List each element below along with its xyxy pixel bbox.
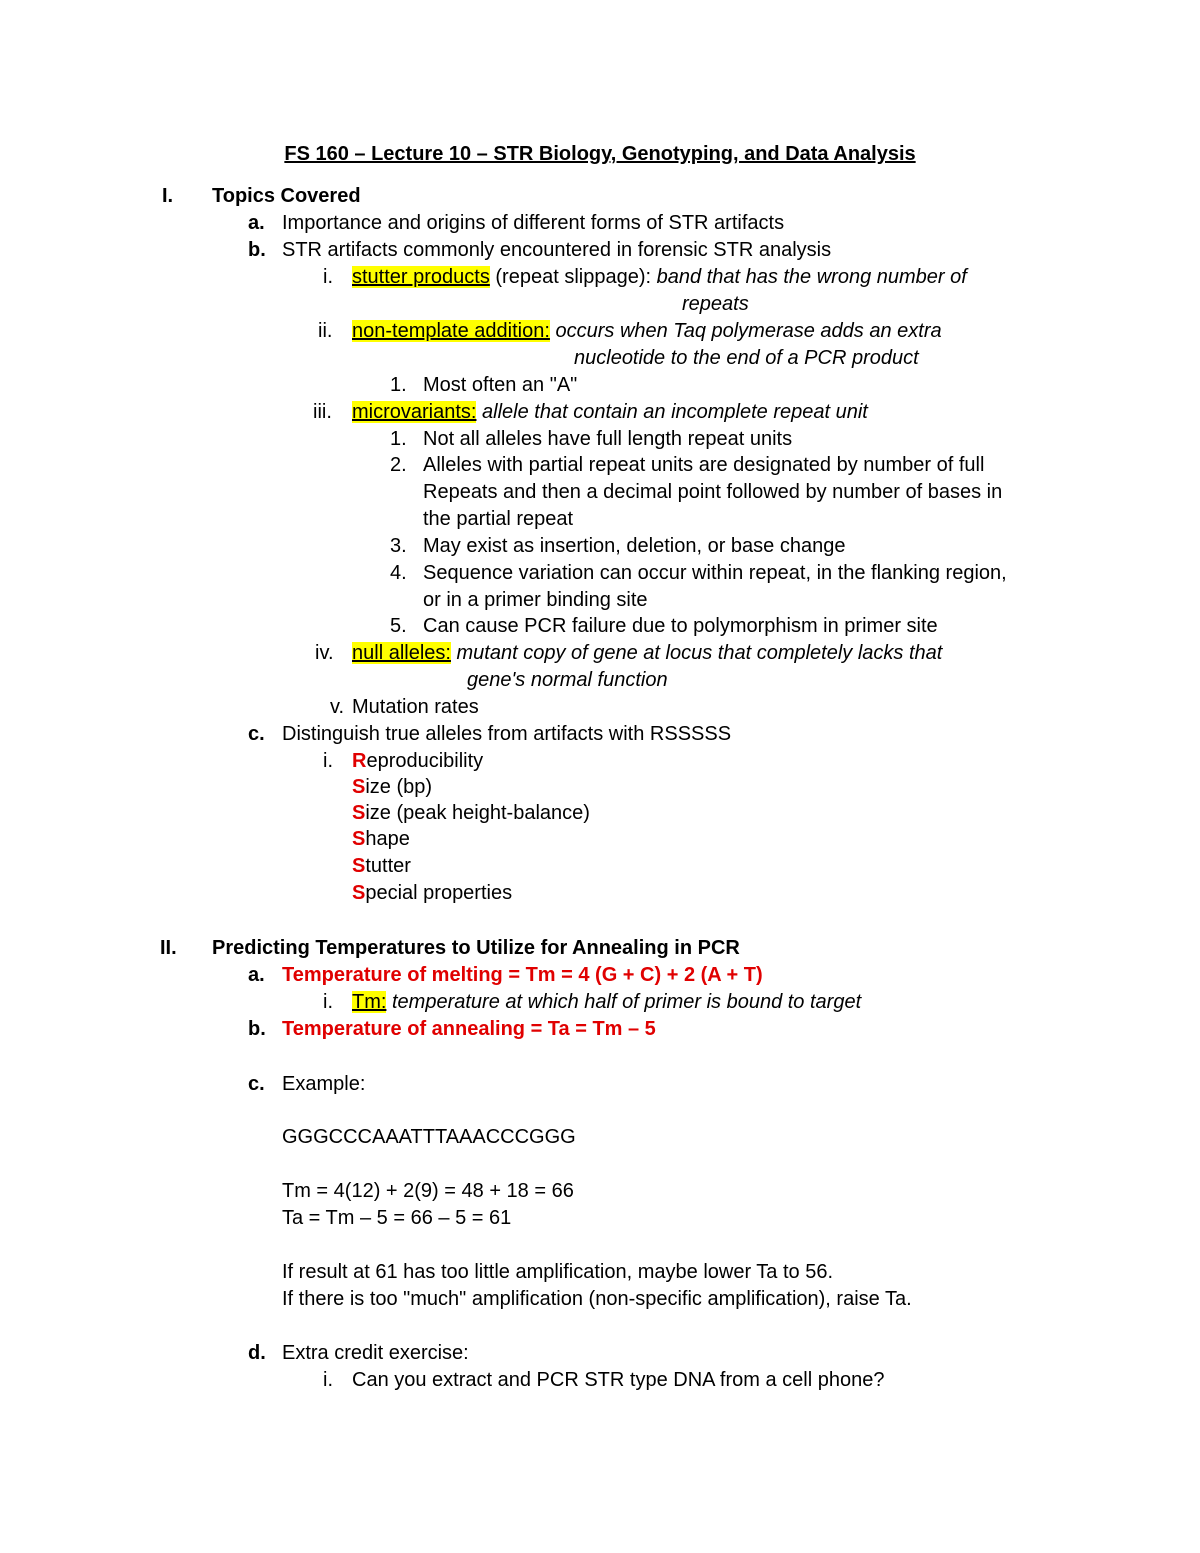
- list-item-continued: the partial repeat: [423, 508, 574, 530]
- list-marker: iii.: [313, 401, 332, 423]
- definition-line: [352, 318, 942, 345]
- tm-calculation: Tm = 4(12) + 2(9) = 48 + 18 = 66: [282, 1180, 574, 1202]
- acronym-letter: S: [352, 776, 366, 798]
- list-item: Not all alleles have full length repeat units: [423, 428, 793, 450]
- definition-text: band that has the wrong number of: [656, 266, 967, 288]
- definition-text: nucleotide to the end of a PCR product: [574, 347, 919, 369]
- acronym-rest: eproducibility: [366, 750, 484, 772]
- definition-text: temperature at which half of primer is bound to target: [386, 991, 862, 1013]
- list-marker: 5.: [390, 615, 407, 637]
- page-title: FS 160 – Lecture 10 – STR Biology, Genotyping, and Data Analysis: [284, 143, 916, 165]
- acronym-rest: tutter: [365, 855, 411, 877]
- note-text: If there is too "much" amplification (non-specific amplification), raise Ta.: [282, 1288, 912, 1310]
- ta-calculation: Ta = Tm – 5 = 66 – 5 = 61: [282, 1207, 512, 1229]
- definition-text: allele that contain an incomplete repeat unit: [476, 401, 868, 423]
- list-marker: d.: [248, 1342, 266, 1364]
- definition-line: [352, 640, 942, 667]
- list-marker: i.: [323, 1369, 333, 1391]
- rsssss-item: [352, 826, 410, 853]
- acronym-letter: S: [352, 855, 366, 877]
- definition-line: [352, 264, 967, 291]
- acronym-letter: R: [352, 750, 367, 772]
- term-highlight: non-template addition:: [352, 320, 550, 342]
- definition-line: [352, 399, 868, 426]
- rsssss-item: [352, 800, 590, 827]
- rsssss-item: [352, 880, 512, 907]
- list-marker: b.: [248, 239, 266, 261]
- list-marker: v.: [330, 696, 345, 718]
- list-marker: 3.: [390, 535, 407, 557]
- list-item: Importance and origins of different forms of STR artifacts: [282, 212, 785, 234]
- list-item-continued: Repeats and then a decimal point followed by number of bases in: [423, 481, 1003, 503]
- acronym-letter: S: [352, 882, 366, 904]
- list-marker: c.: [248, 1073, 265, 1095]
- section-number: II.: [160, 937, 177, 959]
- rsssss-item: [352, 774, 432, 801]
- list-item: STR artifacts commonly encountered in forensic STR analysis: [282, 239, 832, 261]
- section-heading: Topics Covered: [212, 185, 361, 207]
- list-item: May exist as insertion, deletion, or base change: [423, 535, 846, 557]
- term-highlight: null alleles:: [352, 642, 451, 664]
- list-marker: ii.: [318, 320, 333, 342]
- formula-ta: Temperature of annealing = Ta = Tm – 5: [282, 1018, 656, 1040]
- list-marker: iv.: [315, 642, 334, 664]
- acronym-letter: S: [352, 802, 366, 824]
- definition-text: occurs when Taq polymerase adds an extra: [549, 320, 942, 342]
- list-item: Extra credit exercise:: [282, 1342, 469, 1364]
- list-item: Alleles with partial repeat units are designated by number of full: [423, 454, 985, 476]
- list-item: Can you extract and PCR STR type DNA from a cell phone?: [352, 1369, 885, 1391]
- term-highlight: microvariants:: [352, 401, 477, 423]
- list-marker: a.: [248, 964, 265, 986]
- list-marker: 1.: [390, 428, 407, 450]
- list-marker: 1.: [390, 374, 407, 396]
- dna-sequence: GGGCCCAAATTTAAACCCGGG: [282, 1126, 576, 1148]
- list-item: Mutation rates: [352, 696, 479, 718]
- term-note: (repeat slippage):: [489, 266, 657, 288]
- acronym-rest: ize (bp): [365, 776, 433, 798]
- term-highlight: stutter products: [352, 266, 490, 288]
- definition-text: mutant copy of gene at locus that completely lacks that: [450, 642, 943, 664]
- list-marker: b.: [248, 1018, 266, 1040]
- list-marker: 4.: [390, 562, 407, 584]
- list-marker: i.: [323, 266, 333, 288]
- formula-tm: Temperature of melting = Tm = 4 (G + C) + 2 (A + T): [282, 964, 763, 986]
- list-marker: a.: [248, 212, 265, 234]
- section-number: I.: [162, 185, 174, 207]
- list-item: Distinguish true alleles from artifacts with RSSSSS: [282, 723, 732, 745]
- list-marker: i.: [323, 991, 333, 1013]
- list-item: Sequence variation can occur within repeat, in the flanking region,: [423, 562, 1007, 584]
- definition-text: gene's normal function: [467, 669, 668, 691]
- term-highlight: Tm:: [352, 991, 387, 1013]
- list-item: Example:: [282, 1073, 366, 1095]
- rsssss-item: [352, 748, 483, 775]
- acronym-rest: pecial properties: [365, 882, 513, 904]
- list-marker: i.: [323, 750, 333, 772]
- rsssss-item: [352, 853, 411, 880]
- note-text: If result at 61 has too little amplification, maybe lower Ta to 56.: [282, 1261, 834, 1283]
- definition-text: repeats: [682, 293, 749, 315]
- list-item-continued: or in a primer binding site: [423, 589, 648, 611]
- section-heading: Predicting Temperatures to Utilize for Annealing in PCR: [212, 937, 740, 959]
- acronym-letter: S: [352, 828, 366, 850]
- definition-line: [352, 989, 861, 1016]
- list-item: Can cause PCR failure due to polymorphism in primer site: [423, 615, 938, 637]
- list-item: Most often an "A": [423, 374, 578, 396]
- acronym-rest: ize (peak height-balance): [365, 802, 590, 824]
- list-marker: 2.: [390, 454, 407, 476]
- list-marker: c.: [248, 723, 265, 745]
- acronym-rest: hape: [365, 828, 410, 850]
